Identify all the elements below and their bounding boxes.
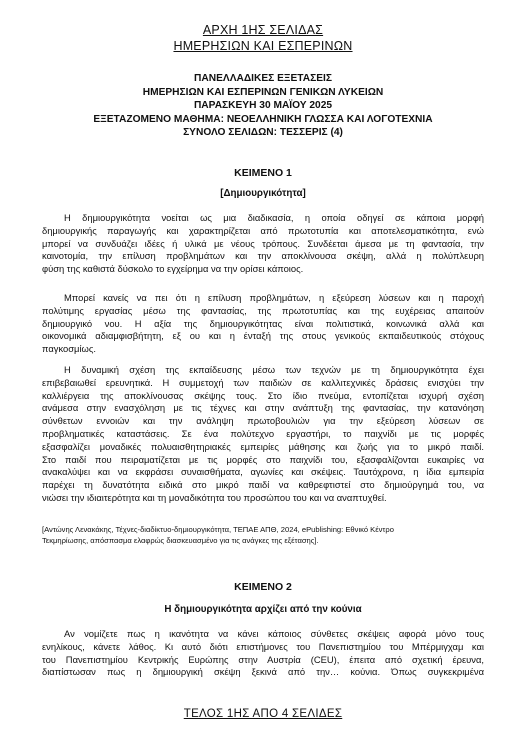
text-line: καινοτομία, την επίλυση προβλημάτων και την αποκλίνουσα σκέψη, αλλά η πολύπλευρη	[42, 250, 484, 262]
text1-subtitle: [Δημιουργικότητα]	[220, 188, 306, 199]
text-line: παρέχει τη δυνατότητα ειδικά στο μικρό παιδί να καθρεφτιστεί στο δημιούργημά του, να	[42, 479, 484, 491]
text-line: εξασφαλίζει μοναδικές πολυαισθητηριακές εμπειρίες μάθησης και ζωής για το μικρό παιδί.	[42, 440, 484, 452]
text-line: οικονομικά αδιαμφισβήτητη, εξ ου και η ένταξή της στους γενικούς εκπαιδευτικούς στόχους	[42, 330, 484, 342]
text-line: δημιουργικής παραγωγής και χαρακτηρίζεται από πρωτοτυπία και αποτελεσματικότητα, ενώ	[42, 224, 484, 236]
text-line: του Πανεπιστημίου Κεντρικής Ευρώπης στην Αυστρία (CEU), έπειτα από σχετική έρευνα,	[42, 653, 484, 665]
text-line: Η δυναμική σχέση της εκπαίδευσης μέσω των τεχνών με τη δημιουργικότητα έχει	[64, 364, 484, 375]
text-line: παγκοσμίως.	[42, 343, 96, 355]
text-line: ανάμεσα στην ενασχόληση με τις τέχνες και στην ανάπτυξη της φαντασίας, την κατανόηση	[42, 402, 484, 414]
text-line: καλλιέργεια της αποκλίνουσας σκέψης τους. Στο ίδιο πνεύμα, εντοπίζεται ισχυρή σχέση	[42, 389, 484, 401]
text-line: μπορεί να συνδυάζει ιδέες ή υλικά με νέους τρόπους. Συνδέεται άμεσα με τη φαντασία, την	[42, 237, 484, 249]
text1-title: ΚΕΙΜΕΝΟ 1	[234, 167, 292, 179]
text1-paragraph-3	[42, 364, 484, 505]
text-line: σύνθετων εννοιών και την ανάληψη πρωτοβουλιών για την εξεύρεση λύσεων σε	[42, 415, 484, 427]
source-line: Τεκμηρίωσης, απόσπασμα ελαφρώς διασκευασμένο για τις ανάγκες της εξέτασης].	[42, 536, 319, 545]
text1-paragraph-2	[42, 292, 484, 356]
text-line: νιώσει την ιδιαιτερότητα και τη μοναδικότητα του προσώπου του και να αναπτυχθεί.	[42, 491, 387, 503]
text-line: πολύτιμης εργασίας μέσω της φαντασίας, της πρωτοτυπίας και της ευχέρειας απαιτούν	[42, 304, 484, 316]
text-line: φύση της καθιστά δύσκολο το εγχείρημα να την ορίσει κάποιος.	[42, 263, 304, 275]
exam-schools: ΗΜΕΡΗΣΙΩΝ ΚΑΙ ΕΣΠΕΡΙΝΩΝ ΓΕΝΙΚΩΝ ΛΥΚΕΙΩΝ	[142, 86, 384, 98]
text-line: Μπορεί κανείς να πει ότι η επίλυση προβλημάτων, η εξεύρεση λύσεων και η παροχή	[64, 292, 484, 303]
exam-date: ΠΑΡΑΣΚΕΥΗ 30 ΜΑΪΟΥ 2025	[193, 100, 333, 112]
text-line: Η δημιουργικότητα νοείται ως μια διαδικασία, η οποία οδηγεί σε κάποια μορφή	[64, 212, 484, 223]
text-line: ανακαλύψει και να εκφράσει συναισθήματα, αγωνίες και σκέψεις. Ταυτόχρονα, η ίδια εμπειρία	[42, 466, 484, 478]
text-line: προβληματικές καταστάσεις. Σε ένα πολύτεχνο εργαστήρι, το παιχνίδι με τις μορφές	[42, 427, 484, 439]
text-line: ενηλίκους, κάνετε λάθος. Κι αυτό διότι επιστήμονες του Πανεπιστημίου του Μπέρμιγχαμ και	[42, 640, 484, 652]
text2-paragraph-1	[42, 628, 484, 679]
text-line: επιβεβαιωθεί ερευνητικά. Η συμμετοχή των παιδιών σε καλλιτεχνικές δράσεις ενισχύει την	[42, 376, 484, 388]
text2-title: ΚΕΙΜΕΝΟ 2	[234, 581, 292, 593]
exam-subject: ΕΞΕΤΑΖΟΜΕΝΟ ΜΑΘΗΜΑ: ΝΕΟΕΛΛΗΝΙΚΗ ΓΛΩΣΣΑ ΚΑΙ ΛΟΓΟΤΕΧΝΙΑ	[93, 113, 433, 125]
source-line: [Αντώνης Λενακάκης, Τέχνες-διαδίκτυο-δημιουργικότητα, ΤΕΠΑΕ ΑΠΘ, 2024, ePublishing: Εθνικό Κέντρο	[42, 525, 394, 534]
exam-info-block	[0, 72, 526, 140]
text2-subtitle: Η δημιουργικότητα αρχίζει από την κούνια	[164, 604, 362, 615]
exam-page-count: ΣΥΝΟΛΟ ΣΕΛΙΔΩΝ: ΤΕΣΣΕΡΙΣ (4)	[183, 127, 343, 139]
exam-title: ΠΑΝΕΛΛΑΔΙΚΕΣ ΕΞΕΤΑΣΕΙΣ	[194, 73, 332, 84]
page-start-subheader: ΗΜΕΡΗΣΙΩΝ ΚΑΙ ΕΣΠΕΡΙΝΩΝ	[173, 39, 353, 53]
text-line: Στο παιδί που πειραματίζεται με τις μορφές στο παιχνίδι του, εξασφαλίζονται ευκαιρίες να	[42, 453, 484, 465]
text-line: Αν νομίζετε πως η ικανότητα να κάνει κάποιος σύνθετες σκέψεις αφορά μόνο τους	[64, 628, 484, 639]
text-line: δημιουργικό νου. Η αξία της δημιουργικότητας είναι πολιτιστικά, κοινωνικά αλλά και	[42, 317, 484, 329]
text-line: διαπίστωσαν πως η δημιουργική σκέψη ξεκινά από την… κούνια. Όπως συγκεκριμένα	[42, 666, 484, 678]
page-end-footer: ΤΕΛΟΣ 1ΗΣ ΑΠΟ 4 ΣΕΛΙΔΕΣ	[183, 708, 343, 720]
page-start-header: ΑΡΧΗ 1ΗΣ ΣΕΛΙΔΑΣ	[202, 23, 324, 37]
text1-source	[42, 524, 484, 546]
text1-paragraph-1	[42, 212, 484, 276]
